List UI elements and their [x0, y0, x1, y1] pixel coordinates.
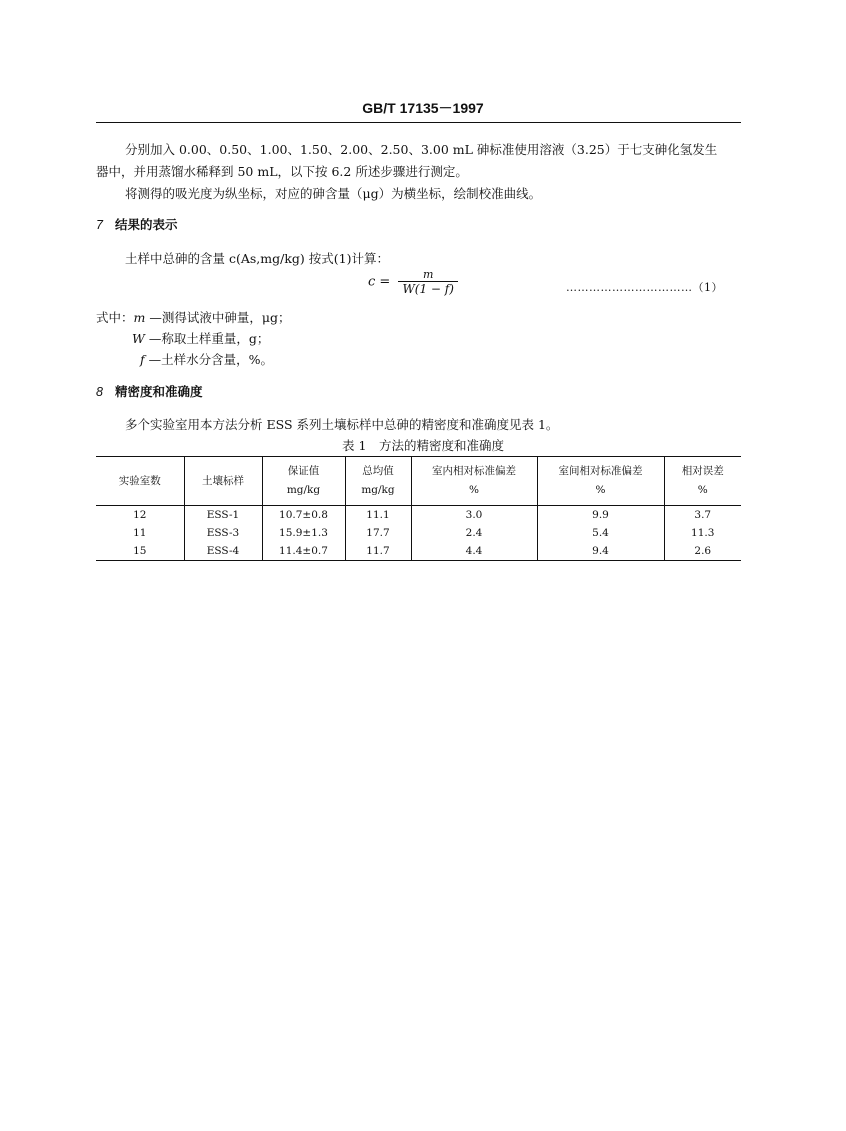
paragraph-line: 多个实验室用本方法分析 ESS 系列土壤标样中总砷的精密度和准确度见表 1。: [125, 417, 559, 432]
table-cell: ESS-1: [184, 506, 262, 525]
table-header-cell: 室内相对标准偏差 %: [411, 457, 537, 506]
section-number: 8: [96, 385, 103, 399]
table-cell: 2.4: [411, 524, 537, 542]
table-cell: 9.9: [537, 506, 664, 525]
table-cell: 10.7±0.8: [262, 506, 345, 525]
where-symbol: W: [132, 331, 145, 346]
table-row: [96, 542, 741, 561]
table-cell: 9.4: [537, 542, 664, 561]
table-header-cell: 土壤标样: [184, 457, 262, 506]
where-desc: —测得试液中砷量，μg；: [149, 310, 291, 325]
formula-number: [566, 279, 723, 295]
where-desc: —称取土样重量，g；: [148, 331, 270, 346]
where-line: [132, 329, 269, 347]
where-intro: 式中：: [96, 310, 134, 325]
table-cell: 11.4±0.7: [262, 542, 345, 561]
table-header-cell: 室间相对标准偏差 %: [537, 457, 664, 506]
section-title: 结果的表示: [114, 218, 178, 232]
formula: [368, 268, 458, 296]
formula-lhs: c =: [368, 274, 391, 290]
table-cell: ESS-4: [184, 542, 262, 561]
table-cell: 3.7: [664, 506, 741, 525]
table-header-row: [96, 457, 741, 506]
standard-header: GB/T 17135－1997: [362, 100, 484, 116]
table-header-cell: 总均值 mg/kg: [345, 457, 411, 506]
formula-numerator: m: [398, 268, 457, 282]
section-number: 7: [96, 218, 103, 232]
table-cell: 5.4: [537, 524, 664, 542]
table-header-cell: 实验室数: [96, 457, 184, 506]
section-heading-7: [96, 215, 177, 233]
formula-label: （1）: [692, 281, 723, 294]
header-rule: [96, 122, 741, 123]
formula-leader: ……………………………: [566, 281, 693, 294]
table-cell: 4.4: [411, 542, 537, 561]
paragraph-line: 将测得的吸光度为纵坐标，对应的砷含量（μg）为横坐标，绘制校准曲线。: [125, 186, 542, 201]
table-cell: 3.0: [411, 506, 537, 525]
table-cell: 11.1: [345, 506, 411, 525]
table-header-cell: 保证值 mg/kg: [262, 457, 345, 506]
table-row: [96, 524, 741, 542]
where-symbol: f: [140, 352, 145, 367]
table-cell: 11.7: [345, 542, 411, 561]
section-title: 精密度和准确度: [114, 385, 203, 399]
table-cell: 11.3: [664, 524, 741, 542]
table-row: [96, 506, 741, 525]
section-heading-8: [96, 382, 202, 400]
paragraph-line: 分别加入 0.00、0.50、1.00、1.50、2.00、2.50、3.00 mL 砷标准使用溶液（3.25）于七支砷化氢发生: [125, 142, 718, 157]
where-desc: —土样水分含量，%。: [148, 352, 274, 367]
table-cell: 15.9±1.3: [262, 524, 345, 542]
table-caption: 表 1 方法的精密度和准确度: [342, 438, 504, 453]
formula-fraction: [398, 268, 457, 296]
paragraph-line: 土样中总砷的含量 c(As,mg/kg) 按式(1)计算：: [125, 251, 389, 266]
where-line: [96, 308, 291, 326]
table-cell: 11: [133, 527, 147, 539]
formula-denominator: W(1 − f): [402, 282, 454, 296]
table-cell: 12: [133, 509, 147, 521]
where-line: [140, 350, 273, 368]
table-header-cell: 相对误差 %: [664, 457, 741, 506]
precision-table: [96, 456, 741, 561]
paragraph-line: 器中，并用蒸馏水稀释到 50 mL，以下按 6.2 所述步骤进行测定。: [96, 164, 468, 179]
table-cell: 17.7: [345, 524, 411, 542]
table-cell: 15: [133, 545, 147, 557]
where-symbol: m: [133, 310, 146, 325]
table-cell: 2.6: [664, 542, 741, 561]
table-cell: ESS-3: [184, 524, 262, 542]
